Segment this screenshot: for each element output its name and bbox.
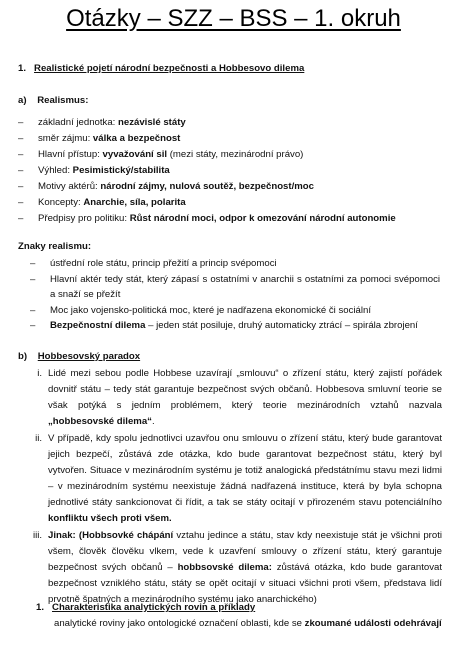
signs-heading: Znaky realismu:: [18, 241, 92, 252]
list-item-emphasis: Anarchie, síla, polarita: [83, 197, 186, 208]
paragraph-ii: [22, 431, 442, 527]
list-item-text: [38, 179, 458, 195]
subsection-body: analytické roviny jako ontologické označení oblasti, kde se: [54, 618, 305, 629]
paragraph-i: [22, 366, 442, 430]
dash-marker: –: [30, 258, 36, 269]
list-item-text: [38, 163, 458, 179]
list-item-segment: – jeden stát posiluje, druhý automaticky ztrácí – spirála zbrojení: [145, 320, 418, 331]
list-item-emphasis: válka a bezpečnost: [92, 133, 181, 144]
subsection-text: [54, 616, 442, 631]
part-a-label: a): [18, 95, 27, 106]
list-item: [18, 195, 458, 211]
list-item-emphasis: Bezpečnostní dilema: [50, 320, 146, 331]
subsection-number: 1.: [36, 602, 45, 613]
list-item-text: [38, 147, 458, 163]
dash-marker: –: [18, 165, 24, 176]
dash-marker: –: [18, 213, 24, 224]
list-item-emphasis: nezávislé státy: [118, 117, 186, 128]
list-item-emphasis: národní zájmy, nulová soutěž, bezpečnost/moc: [100, 181, 314, 192]
list-item: [18, 211, 458, 227]
paragraph-text: zůstává otázka, kdo bude garantovat bezpečnost vzniklého státu, státy se opět ocitají v situaci všichni proti všem, představa lidí prvotně špatných a mezinárodního systému jako anarchického): [48, 562, 442, 605]
list-item: [18, 131, 458, 147]
paragraph-text: V případě, kdy spolu jednotlivci uzavřou onu smlouvu o zřízení státu, který bude garantovat jejich bezpečí, zůstává zde otázka, kdo bude garantovat bezpečnost státu, který byl vytvořen. Situace v mezinárodním systému je totiž analogická předstátnímu stavu mezi lidmi – v mezinárodním systému neexistuje žádná nadřazená instituce, která by byla schopna jednotlivé státy sankcionovat či řídit, a tak se státy ocitají v přirozeném stavu potenciálního: [48, 433, 442, 508]
list-item-text: [38, 195, 458, 211]
dash-marker: –: [18, 197, 24, 208]
subsection-title: Charakteristika analytických rovin a příklady: [52, 602, 256, 613]
dash-marker: –: [30, 304, 36, 316]
list-item-text: [50, 256, 440, 272]
list-item: [30, 318, 440, 334]
paragraph-number: ii.: [35, 433, 42, 444]
part-b-title: Hobbesovský paradox: [37, 351, 141, 362]
list-item: [18, 147, 458, 163]
section-number: 1.: [18, 63, 27, 74]
dash-marker: –: [30, 273, 36, 285]
dash-marker: –: [30, 320, 36, 331]
list-item-segment: Koncepty:: [38, 197, 84, 208]
realism-list: [18, 115, 458, 227]
paragraph-text: .: [151, 416, 155, 427]
list-item-segment: Hlavní aktér tedy stát, který zápasí s ostatními v anarchii s ostatními za pomoci svépomoci a snaží se přežít: [50, 273, 440, 300]
document-title: Otázky – SZZ – BSS – 1. okruh: [66, 5, 401, 32]
list-item-segment: Předpisy pro politiku:: [38, 213, 130, 224]
list-item-segment: směr zájmu:: [38, 133, 93, 144]
list-item: [30, 303, 440, 319]
paragraph-emphasis: „hobbesovské dilema“: [48, 416, 152, 427]
subsection-emphasis: zkoumané události odehrávají: [304, 618, 442, 629]
list-item-text: [38, 211, 458, 227]
list-item-text: [50, 272, 440, 303]
list-item-segment: ústřední role státu, princip přežití a princip svépomoci: [50, 258, 277, 269]
dash-marker: –: [18, 149, 24, 160]
list-item: [18, 179, 458, 195]
part-a-title: Realismus:: [37, 95, 89, 106]
list-item-text: [38, 115, 458, 131]
paragraph-number: i.: [37, 368, 42, 379]
list-item: [30, 256, 440, 272]
paragraph-emphasis: hobbsovské dilema:: [177, 562, 272, 573]
list-item: [30, 272, 440, 303]
part-b-heading: [18, 350, 458, 364]
list-item-segment: Motivy aktérů:: [38, 181, 101, 192]
dash-marker: –: [18, 181, 24, 192]
list-item-emphasis: Růst národní moci, odpor k omezování národní autonomie: [129, 213, 396, 224]
list-item-segment: Výhled:: [38, 165, 73, 176]
list-item-segment: Moc jako vojensko-politická moc, které je nadřazena ekonomické či sociální: [50, 304, 372, 316]
list-item-emphasis: Pesimistický/stabilita: [72, 165, 170, 176]
list-item-segment: (mezi státy, mezinárodní právo): [167, 149, 304, 160]
list-item-text: [50, 303, 440, 319]
list-item-text: [50, 318, 440, 334]
section-title: Realistické pojetí národní bezpečnosti a Hobbesovo dilema: [34, 63, 305, 74]
paragraph-number: iii.: [32, 530, 42, 541]
paragraph-text: Lidé mezi sebou podle Hobbese uzavírají „smlouvu“ o zřízení státu, který zajistí pořádek dovnitř státu – tedy stát garantuje bezpečnost svých občanů. Hobbesova smluvní teorie se však potýká s jedním problémem, který teorie mezinárodních vztahů nazvala: [48, 368, 442, 411]
section-heading: [18, 62, 458, 76]
part-b-label: b): [18, 351, 28, 362]
list-item-emphasis: vyvažování sil: [102, 149, 168, 160]
dash-marker: –: [18, 117, 24, 128]
paragraph-emphasis: konfliktu všech proti všem.: [48, 513, 172, 524]
list-item: [18, 163, 458, 179]
signs-list: [30, 256, 440, 334]
paradox-paragraphs: [22, 366, 442, 608]
paragraph-emphasis: Jinak: (Hobbsovké chápání: [48, 530, 174, 541]
part-a-heading: [18, 94, 458, 108]
list-item: [18, 115, 458, 131]
dash-marker: –: [18, 133, 24, 144]
list-item-segment: Hlavní přístup:: [38, 149, 103, 160]
subsection-heading: [36, 601, 436, 615]
list-item-segment: základní jednotka:: [38, 117, 119, 128]
paragraph-iii: [22, 528, 442, 608]
list-item-text: [38, 131, 458, 147]
paragraph-text: vztahu jedince a státu, stav kdy neexistuje stát je všichni proti všem, člověk člověku vlkem, vede k uzavření smlouvy o zřízení státu, který garantuje bezpečnost svých občanů –: [48, 530, 443, 573]
